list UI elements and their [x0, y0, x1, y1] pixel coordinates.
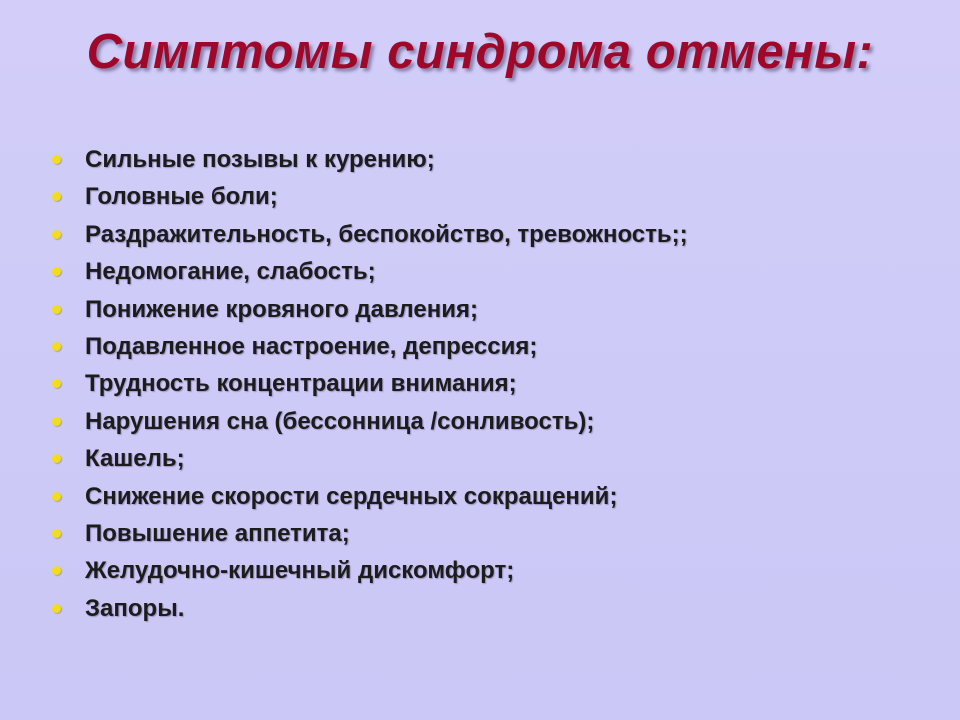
bullet-dot-icon — [52, 267, 61, 276]
bullet-dot-icon — [52, 417, 61, 426]
list-item-text: Головные боли; — [85, 183, 278, 211]
slide-title: Симптомы синдрома отмены: — [86, 25, 874, 79]
bullet-dot-icon — [52, 566, 61, 575]
bullet-dot-icon — [52, 305, 61, 314]
bullet-dot-icon — [52, 230, 61, 239]
bullet-dot-icon — [52, 492, 61, 501]
list-item-text: Запоры. — [85, 594, 185, 622]
list-item-text: Понижение кровяного давления; — [85, 295, 478, 323]
list-item-text: Трудность концентрации внимания; — [85, 370, 517, 398]
list-item-text: Снижение скорости сердечных сокращений; — [85, 482, 618, 510]
list-item-text: Нарушения сна (бессонница /сонливость); — [85, 407, 595, 435]
bullet-dot-icon — [52, 529, 61, 538]
list-item-text: Недомогание, слабость; — [85, 258, 376, 286]
bullet-dot-icon — [52, 192, 61, 201]
list-item-text: Сильные позывы к курению; — [85, 146, 435, 173]
bullet-dot-icon — [52, 379, 61, 388]
bullet-dot-icon — [52, 604, 61, 613]
bullet-dot-icon — [52, 155, 61, 164]
list-item-text: Кашель; — [85, 445, 185, 473]
bullet-dot-icon — [52, 454, 61, 463]
list-item-text: Повышение аппетита; — [85, 519, 350, 547]
list-item-text: Раздражительность, беспокойство, тревожность;; — [85, 220, 688, 248]
list-item-text: Подавленное настроение, депрессия; — [85, 332, 538, 360]
bullet-dot-icon — [52, 342, 61, 351]
list-item-text: Желудочно-кишечный дискомфорт; — [85, 557, 515, 585]
